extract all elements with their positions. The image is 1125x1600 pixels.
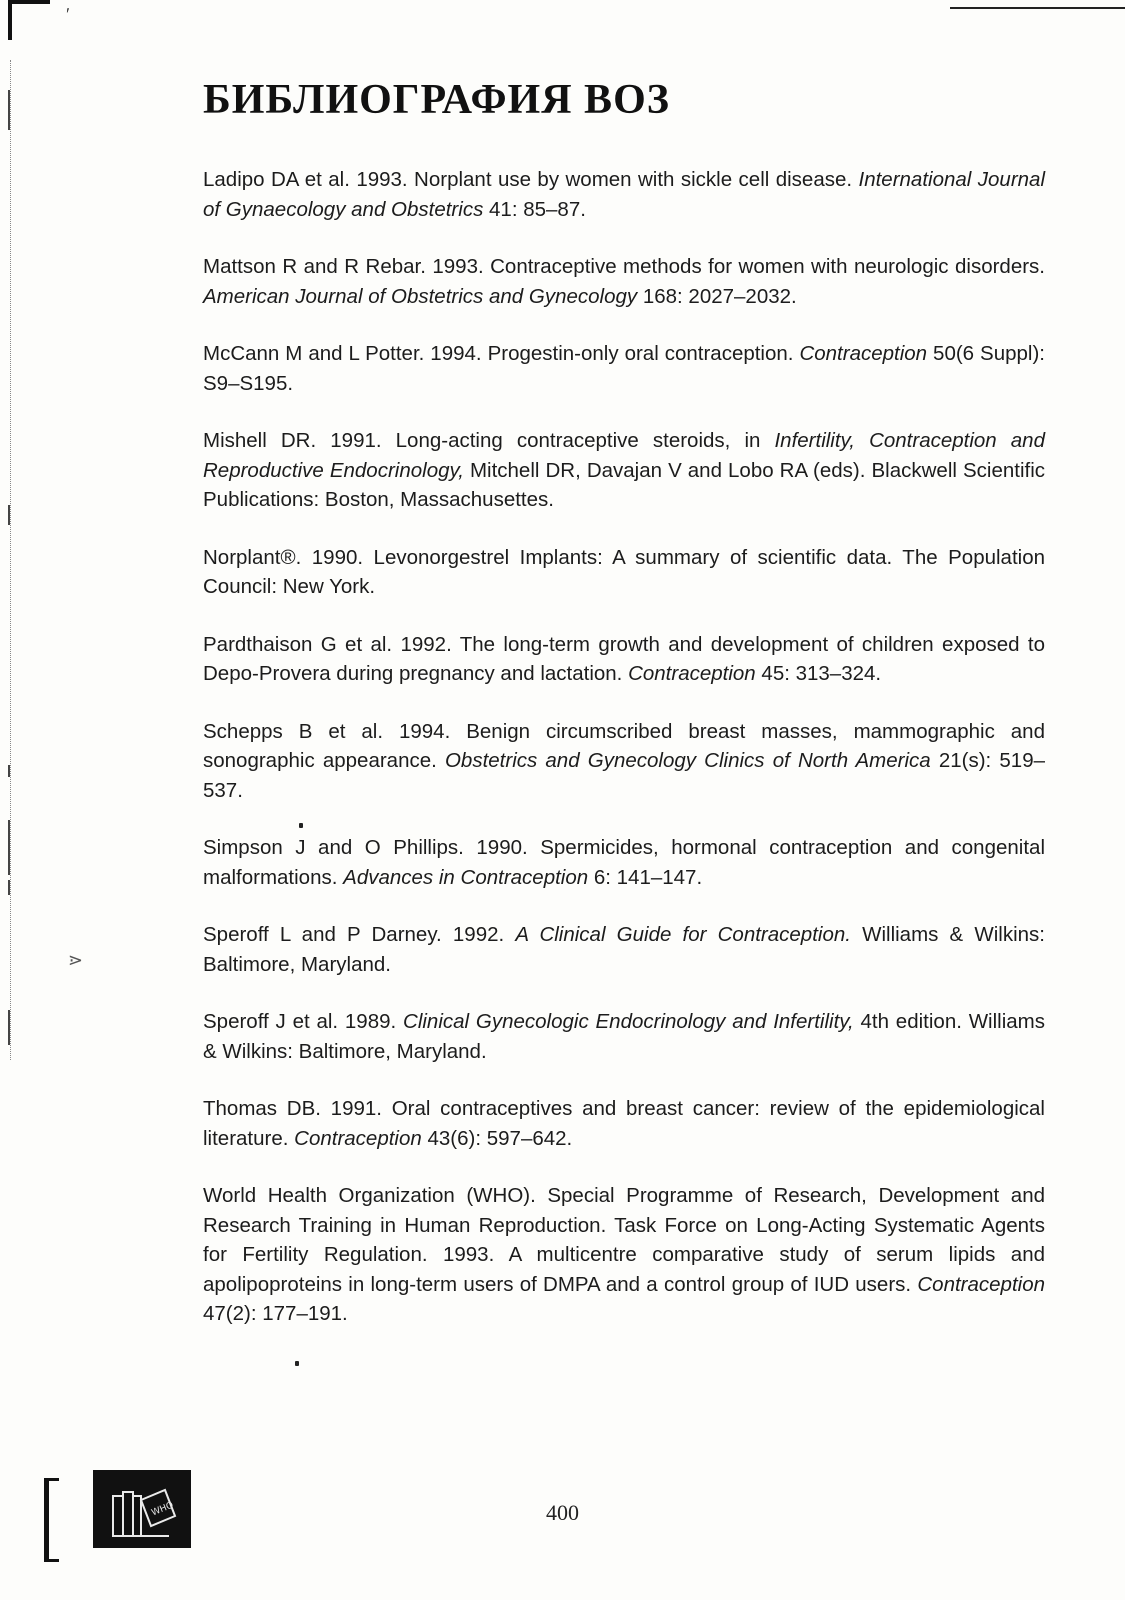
reference-text: 21(s): 519–537.	[203, 749, 1045, 802]
reference-entry	[203, 920, 1045, 979]
reference-text: Williams & Wilkins: Baltimore, Maryland.	[203, 923, 1045, 976]
reference-text: 168: 2027–2032.	[637, 284, 797, 308]
reference-entry	[203, 543, 1045, 602]
reference-text: 41: 85–87.	[483, 197, 586, 221]
reference-list	[203, 165, 1045, 1357]
reference-source-title: International Journal of Gynaecology and Obstetrics	[203, 168, 1046, 221]
reference-text: Simpson J and O Phillips. 1990. Spermicides, hormonal contraception and congenital malformations.	[203, 836, 1045, 889]
reference-text: 47(2): 177–191.	[203, 1302, 348, 1325]
reference-text: 43(6): 597–642.	[421, 1126, 573, 1150]
reference-source-title: American Journal of Obstetrics and Gynecology	[203, 284, 638, 308]
reference-source-title: Obstetrics and Gynecology Clinics of North America	[444, 749, 931, 772]
reference-source-title: Clinical Gynecologic Endocrinology and Infertility,	[403, 1010, 854, 1033]
stray-dot	[295, 1361, 299, 1366]
reference-source-title: Infertility, Contraception and Reproductive Endocrinology,	[203, 429, 1045, 482]
reference-entry	[203, 426, 1045, 515]
reference-text: Norplant®. 1990. Levonorgestrel Implants: A summary of scientific data. The Population Council: New York.	[203, 545, 1045, 598]
top-rule-divider	[950, 7, 1125, 9]
reference-source-title: Contraception	[294, 1126, 422, 1150]
reference-text: 45: 313–324.	[755, 662, 882, 685]
reference-source-title: Contraception	[917, 1272, 1045, 1296]
reference-entry	[203, 1094, 1045, 1153]
reference-entry	[203, 1181, 1045, 1329]
reference-text: 4th edition. Williams & Wilkins: Baltimore, Maryland.	[203, 1010, 1046, 1063]
scan-stray-glyph: ⋗	[68, 950, 84, 971]
reference-text: 6: 141–147.	[588, 865, 703, 889]
margin-dotted-line	[10, 60, 15, 1060]
reference-entry	[203, 717, 1045, 806]
reference-text: Mitchell DR, Davajan V and Lobo RA (eds). Blackwell Scientific Publications: Boston, Massachusettes.	[203, 458, 1045, 511]
reference-text: World Health Organization (WHO). Special Programme of Research, Development and Research Training in Human Reproduction. Task Force on Long-Acting Systematic Agents for Fertility Regulation. 1993. A multicentre comparative study of serum lipids and apolipoproteins in long-term users of DMPA and a control group of IUD users.	[203, 1184, 1045, 1296]
scan-corner-mark-top	[8, 0, 50, 4]
scan-corner-mark	[8, 0, 12, 40]
reference-text: Thomas DB. 1991. Oral contraceptives and breast cancer: review of the epidemiological literature.	[203, 1097, 1045, 1150]
reference-text: Schepps B et al. 1994. Benign circumscribed breast masses, mammographic and sonographic appearance.	[203, 719, 1045, 772]
reference-entry	[203, 165, 1045, 224]
reference-entry	[203, 339, 1045, 398]
reference-source-title: A Clinical Guide for Contraception.	[515, 923, 851, 946]
reference-text: Speroff J et al. 1989.	[203, 1010, 404, 1033]
reference-text: Ladipo DA et al. 1993. Norplant use by women with sickle cell disease.	[203, 168, 859, 191]
reference-entry	[203, 630, 1045, 689]
reference-text: McCann M and L Potter. 1994. Progestin-only oral contraception.	[203, 342, 800, 365]
svg-text:WHO: WHO	[150, 1500, 176, 1519]
reference-source-title: Contraception	[799, 342, 928, 365]
page-title: БИБЛИОГРАФИЯ ВОЗ	[203, 77, 670, 123]
reference-text: Mishell DR. 1991. Long-acting contraceptive steroids, in	[203, 429, 775, 452]
reference-text: Speroff L and P Darney. 1992.	[203, 923, 516, 946]
reference-text: 50(6 Suppl): S9–S195.	[203, 342, 1045, 395]
reference-entry	[203, 252, 1045, 311]
stray-dot	[299, 823, 303, 828]
reference-source-title: Advances in Contraception	[343, 865, 589, 889]
reference-entry	[203, 1007, 1045, 1066]
reference-entry	[203, 833, 1045, 892]
scan-tick-mark: ʹ	[66, 4, 70, 24]
page-number: 400	[546, 1500, 579, 1525]
reference-source-title: Contraception	[628, 662, 756, 685]
reference-text: Pardthaison G et al. 1992. The long-term growth and development of children exposed to Depo-Provera during pregnancy and lactation.	[203, 632, 1045, 685]
reference-text: Mattson R and R Rebar. 1993. Contraceptive methods for women with neurologic disorders.	[203, 255, 1045, 278]
